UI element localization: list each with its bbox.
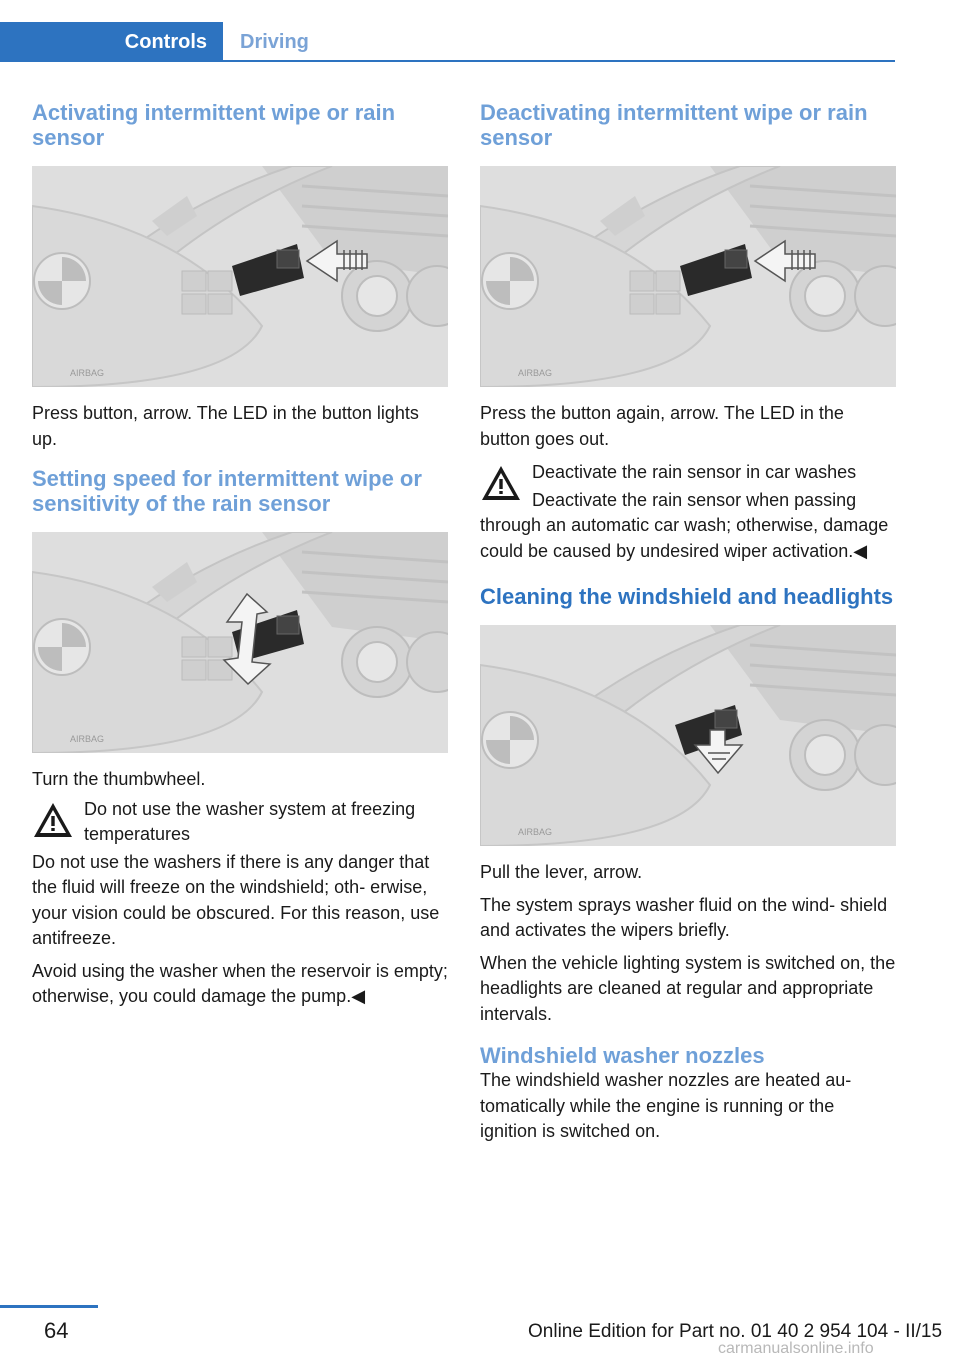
left-column — [32, 100, 448, 1017]
airbag-text: AIRBAG — [518, 368, 553, 378]
para-headlights-cleaned: When the vehicle lighting system is switched on, the headlights are cleaned at regular and appropriate intervals. — [480, 952, 896, 1024]
steering-wheel-illustration-button — [32, 166, 448, 387]
heading-cleaning: Cleaning the windshield and headlights — [480, 584, 894, 609]
tab-underline — [223, 60, 895, 62]
warning-triangle-icon — [480, 464, 522, 502]
para-pull-lever: Pull the lever, arrow. — [480, 862, 643, 882]
chapter-tabs — [0, 22, 960, 62]
heading-washer-nozzles: Windshield washer nozzles — [480, 1043, 765, 1068]
steering-wheel-illustration-thumbwheel — [32, 532, 448, 753]
para-turn-thumbwheel: Turn the thumbwheel. — [32, 769, 206, 789]
page-number: 64 — [44, 1318, 69, 1343]
para-press-button: Press button, arrow. The LED in the button lights up. — [32, 403, 419, 449]
tab-controls[interactable]: Controls — [0, 22, 223, 62]
warning-title-freezing: Do not use the washer system at freezing temperatures — [84, 798, 416, 844]
airbag-text: AIRBAG — [518, 827, 553, 837]
footer-rule — [0, 1305, 98, 1308]
warning-title-car-wash: Deactivate the rain sensor in car washes — [532, 462, 857, 482]
edition-text: Online Edition for Part no. 01 40 2 954 104 - II/15 — [528, 1321, 943, 1342]
steering-wheel-illustration-deactivate — [480, 166, 896, 387]
steering-wheel-illustration-lever — [480, 625, 896, 846]
warning-body-car-wash: Deactivate the rain sensor when passing through an automatic car wash; otherwise, damage could be caused by undesired wiper activation.◀ — [480, 489, 889, 561]
tab-driving[interactable]: Driving — [240, 31, 309, 53]
para-press-again: Press the button again, arrow. The LED in the button goes out. — [480, 403, 844, 449]
airbag-text: AIRBAG — [70, 734, 105, 744]
warning-freezing — [32, 797, 448, 848]
right-column — [480, 100, 896, 1152]
warning-body-reservoir: Avoid using the washer when the reservoir is empty; otherwise, you could damage the pump.◀ — [32, 960, 448, 1006]
para-sprays-fluid: The system sprays washer fluid on the wind- shield and activates the wipers briefly. — [480, 894, 888, 940]
warning-body-freezing: Do not use the washers if there is any danger that the fluid will freeze on the windshield; oth- erwise, your vision could be obscured. For this reason, use antifreeze. — [32, 851, 440, 948]
heading-deactivating: Deactivating intermittent wipe or rain sensor — [480, 100, 868, 150]
airbag-text: AIRBAG — [70, 368, 105, 378]
heading-setting-speed: Setting speed for intermittent wipe or sensitivity of the rain sensor — [32, 466, 422, 516]
para-nozzles-heated: The windshield washer nozzles are heated au- tomatically while the engine is running or the ignition is switched on. — [480, 1070, 852, 1141]
warning-triangle-icon — [32, 801, 74, 839]
watermark-text: carmanualsonline.info — [718, 1340, 874, 1357]
heading-activating: Activating intermittent wipe or rain sensor — [32, 100, 396, 150]
warning-car-wash — [480, 460, 896, 486]
